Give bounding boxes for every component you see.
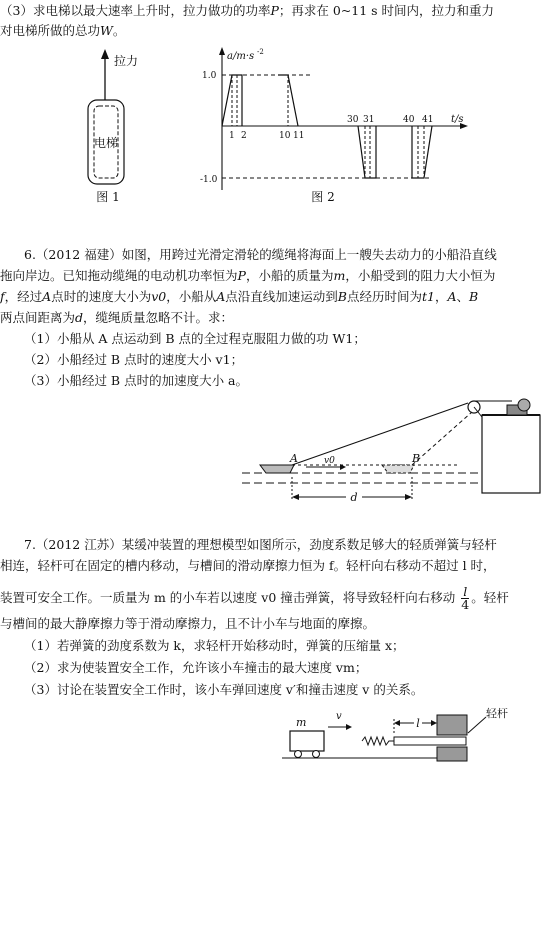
label-rod: 轻杆 (486, 707, 508, 720)
label-d: d (350, 491, 358, 504)
neg-segment-2 (412, 126, 432, 178)
fig1-caption: 图 1 (96, 190, 120, 204)
q5-line2-W: W (100, 23, 113, 38)
q5-figure-2 (200, 45, 470, 215)
y-tick-neg: -1.0 (200, 175, 218, 185)
q7-item-1: （1）若弹簧的劲度系数为 k，求轻杆开始移动时，弹簧的压缩量 x； (24, 638, 405, 653)
q7-line-4: 与槽间的最大静摩擦力等于滑动摩擦力，且不计小车与地面的摩擦。 (0, 616, 376, 631)
q6-line-3: f，经过A点时的速度大小为v0，小船从A点沿直线加速运动到B点经历时间为t1，A、B (0, 289, 479, 304)
q5-line1-text-a: （3）求电梯以最大速率上升时，拉力做功的功率 (0, 3, 271, 18)
dim-arrow-left (292, 494, 299, 500)
pier (482, 415, 540, 493)
elevator-label: 电梯 (93, 136, 119, 150)
force-arrow-head (101, 49, 109, 59)
cable-from-A (292, 403, 468, 465)
rod (394, 737, 466, 745)
fraction-l-over-4: $\frac{l}{4}$ (461, 584, 470, 612)
x-tick-1: 1 (229, 131, 235, 141)
q7-item-3: （3）讨论在装置安全工作时，该小车弹回速度 v′和撞击速度 v 的关系。 (24, 682, 424, 697)
boat-A (260, 465, 294, 473)
q5-line-1 (0, 3, 494, 19)
q5-line2-text-a: 对电梯所做的总功 (0, 23, 101, 38)
x-tick-2: 2 (241, 131, 247, 141)
q7-line-3: 装置可安全工作。一质量为 m 的小车若以速度 v0 撞击弹簧，将导致轻杆向右移动 $\frac{l}{4}$ 。轻杆 (0, 584, 509, 612)
q7-line-2: 相连，轻杆可在固定的槽内移动，与槽间的滑动摩擦力恒为 f。轻杆向右移动不超过 l 时， (0, 558, 496, 573)
cart-wheel-right (313, 751, 320, 758)
l-arrow-right (431, 720, 437, 726)
q6-item-2: （2）小船经过 B 点时的速度大小 v1； (24, 352, 244, 367)
y-axis-label: a/m·s (227, 51, 255, 62)
y-tick-pos: 1.0 (202, 71, 217, 81)
spring (362, 737, 394, 745)
x-tick-10: 10 (279, 131, 291, 141)
x-tick-11: 11 (293, 131, 305, 141)
q6-line-4: 两点间距离为d，缆绳质量忽略不计。求： (0, 310, 234, 325)
x-tick-40: 40 (403, 115, 415, 125)
slot-bottom (437, 747, 467, 761)
q5-line1-text-b: ；再求在 0~11 s 时间内，拉力和重力 (278, 3, 495, 18)
v-arrow-head (346, 724, 352, 730)
force-label: 拉力 (114, 54, 139, 68)
slot-top (437, 715, 467, 735)
cart-wheel-left (295, 751, 302, 758)
q6-item-1: （1）小船从 A 点运动到 B 点的全过程克服阻力做的功 W1； (24, 331, 366, 346)
rod-leader (468, 717, 486, 733)
q6-title: 6.（2012 福建）如图，用跨过光滑定滑轮的缆绳将海面上一艘失去动力的小船沿直线 (24, 247, 497, 262)
q5-line-2 (0, 23, 125, 39)
l-arrow-left (394, 720, 400, 726)
boat-B (382, 465, 414, 473)
label-B: B (412, 452, 421, 465)
label-v: v (336, 711, 342, 722)
label-A: A (290, 452, 298, 465)
q7-figure (282, 705, 542, 765)
q5-line2-text-b: 。 (112, 23, 126, 38)
label-l: l (416, 717, 420, 730)
q5-figure-1 (70, 45, 190, 215)
q7-title: 7.（2012 江苏）某缓冲装置的理想模型如图所示，劲度系数足够大的轻质弹簧与轻杆 (24, 537, 497, 552)
x-tick-41: 41 (422, 115, 434, 125)
x-tick-30: 30 (347, 115, 359, 125)
neg-segment-1 (358, 126, 376, 178)
q7-item-2: （2）求为使装置安全工作，允许该小车撞击的最大速度 vm； (24, 660, 368, 675)
cart-body (290, 731, 324, 751)
q6-item-3: （3）小船经过 B 点时的加速度大小 a。 (24, 373, 249, 388)
motor-drum (518, 399, 530, 411)
y-axis-label-exp: -2 (257, 48, 264, 56)
dim-arrow-right (405, 494, 412, 500)
label-m: m (296, 716, 307, 729)
fig2-caption: 图 2 (311, 190, 335, 204)
x-axis-label: t/s (451, 114, 464, 125)
x-tick-31: 31 (363, 115, 375, 125)
y-axis-arrow (219, 47, 225, 55)
q6-figure (242, 395, 552, 505)
label-v0: v0 (324, 456, 335, 466)
q5-line1-P: P (270, 3, 279, 18)
q6-line-2: 拖向岸边。已知拖动缆绳的电动机功率恒为P，小船的质量为m，小船受到的阻力大小恒为 (0, 268, 496, 283)
